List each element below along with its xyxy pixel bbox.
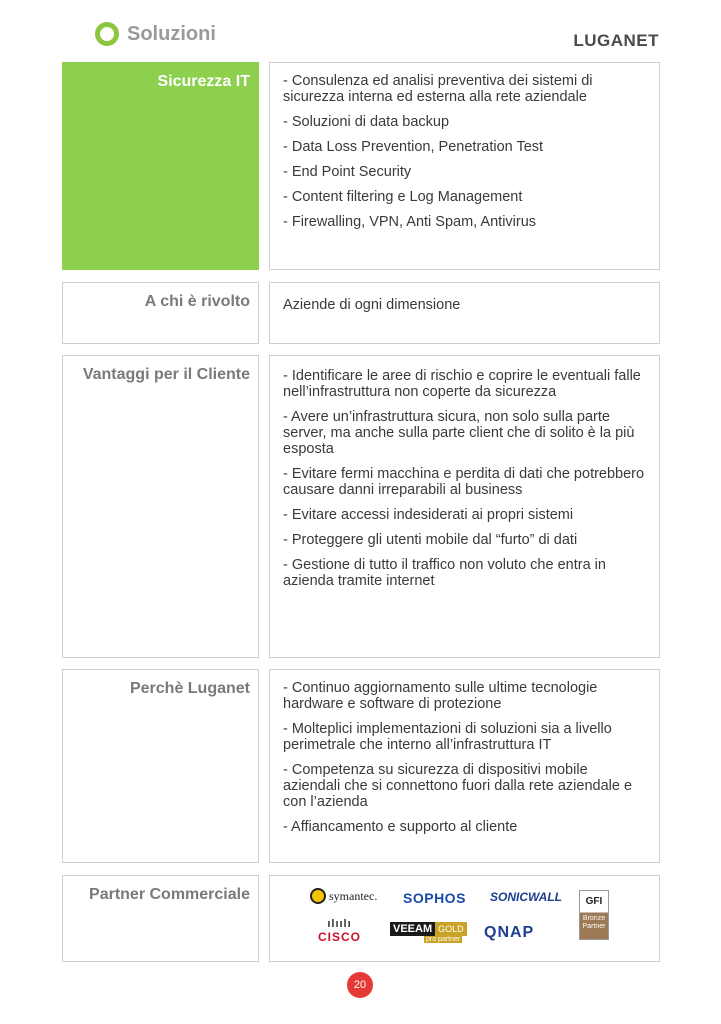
gfi-logo: GFI Bronze Partner — [579, 890, 609, 940]
list-item: - Proteggere gli utenti mobile dal “furto” di dati — [283, 532, 578, 548]
label-perche-luganet: Perchè Luganet — [62, 669, 259, 863]
list-item: - Evitare fermi macchina e perdita di dati che potrebbero causare danni irreparabili al business — [283, 466, 645, 498]
list-item: - End Point Security — [283, 164, 412, 180]
sonicwall-logo: SONICWALL — [490, 890, 562, 904]
list-item: - Avere un’infrastruttura sicura, non solo sulla parte server, ma anche sulla parte client che di solito è la più esposta — [283, 409, 635, 457]
partner-logos — [270, 876, 659, 961]
veeam-logo: VEEAM GOLD pro partner — [390, 922, 467, 943]
label-sicurezza-it: Sicurezza IT — [62, 62, 259, 270]
ring-icon — [95, 22, 119, 46]
symantec-icon — [310, 888, 326, 904]
list-item: - Competenza su sicurezza di dispositivi mobile aziendali che si connettono fuori dalla rete aziendale e con l’azienda — [283, 762, 633, 810]
cisco-logo: ılıılı CISCO — [318, 918, 362, 944]
section-title-text: Soluzioni — [127, 22, 216, 45]
label-a-chi-e-rivolto: A chi è rivolto — [62, 282, 259, 344]
section-title — [95, 22, 216, 46]
content-a-chi-e-rivolto — [269, 282, 660, 344]
label-vantaggi: Vantaggi per il Cliente — [62, 355, 259, 658]
list-item: - Data Loss Prevention, Penetration Test — [283, 139, 544, 155]
list-item: - Firewalling, VPN, Anti Spam, Antivirus — [283, 214, 537, 230]
label-partner-commerciale: Partner Commerciale — [62, 875, 259, 962]
list-item: - Identificare le aree di rischio e coprire le eventuali falle nell’infrastruttura non coperte da sicurezza — [283, 368, 641, 400]
cisco-bars-icon: ılıılı — [327, 918, 352, 930]
qnap-logo: QNAP — [484, 924, 535, 941]
list-item: - Evitare accessi indesiderati ai propri sistemi — [283, 507, 574, 523]
page-number: 20 — [347, 972, 373, 998]
symantec-logo: symantec. — [310, 888, 377, 904]
list-item: - Content filtering e Log Management — [283, 189, 523, 205]
list-item: - Affiancamento e supporto al cliente — [283, 819, 518, 835]
list-item: Aziende di ogni dimensione — [283, 297, 461, 313]
content-vantaggi — [269, 355, 660, 658]
sophos-logo: SOPHOS — [403, 890, 466, 906]
list-item: - Molteplici implementazioni di soluzioni sia a livello perimetrale che interno all’infrastruttura IT — [283, 721, 612, 753]
list-item: - Soluzioni di data backup — [283, 114, 450, 130]
list-item: - Gestione di tutto il traffico non voluto che entra in azienda tramite internet — [283, 557, 606, 589]
brand-logo: LUGANET — [573, 31, 659, 50]
content-sicurezza-it — [269, 62, 660, 270]
content-perche-luganet — [269, 669, 660, 863]
list-item: - Consulenza ed analisi preventiva dei sistemi di sicurezza interna ed esterna alla rete aziendale — [283, 73, 593, 105]
list-item: - Continuo aggiornamento sulle ultime tecnologie hardware e software di protezione — [283, 680, 598, 712]
